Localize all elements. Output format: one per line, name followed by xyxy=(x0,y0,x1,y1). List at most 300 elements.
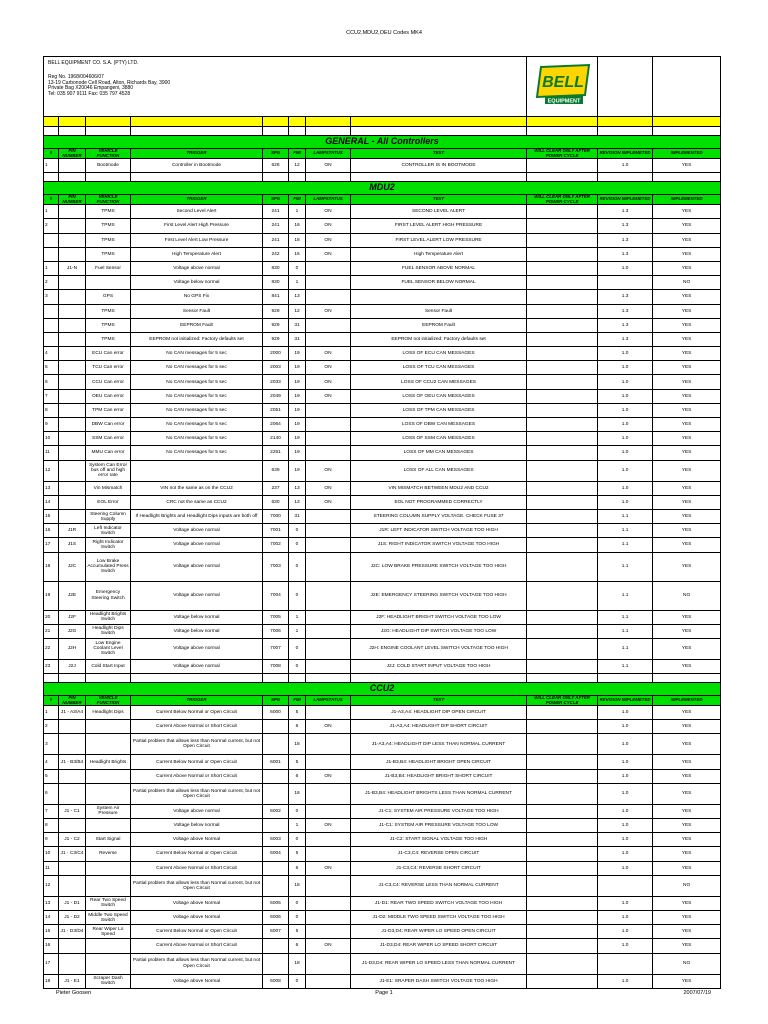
row-number-cell: 14 xyxy=(44,495,59,509)
fault-text-cell: J1-B3,B4: HEADLIGHT BRIGHTS LESS THAN NORMAL CURRENT xyxy=(351,783,527,804)
trigger-cell: Voltage above normal xyxy=(131,524,263,538)
vehicle-function-cell: Headlight Brights xyxy=(86,755,131,769)
implemented-cell: YES xyxy=(653,361,721,375)
lamp-status-cell: ON xyxy=(306,347,351,361)
lamp-status-cell xyxy=(306,538,351,552)
empty-cell xyxy=(598,674,653,683)
row-number-cell: 7 xyxy=(44,804,59,818)
implemented-cell: NO xyxy=(653,276,721,290)
revision-cell: 1.3 xyxy=(598,205,653,219)
vehicle-function-cell: Headlight Dips Switch xyxy=(86,624,131,638)
fmi-cell: 19 xyxy=(289,403,306,417)
fmi-cell: 6 xyxy=(289,769,306,783)
vehicle-function-cell: Low Engine Coolant Level Switch xyxy=(86,638,131,659)
trigger-cell: Voltage above normal xyxy=(131,581,263,610)
column-header-row xyxy=(44,149,721,159)
fmi-cell: 0 xyxy=(289,896,306,910)
pin-number-cell: J2F xyxy=(59,610,86,624)
lamp-status-cell xyxy=(306,875,351,896)
power-cycle-clear-cell xyxy=(527,910,598,924)
vehicle-function-cell: Bootmode xyxy=(86,159,131,173)
trigger-cell: Second Level Alert xyxy=(131,205,263,219)
spn-cell: 7003 xyxy=(263,552,289,581)
column-header-revision: REVISION IMPLEMETED xyxy=(598,195,653,205)
spn-cell: 830 xyxy=(263,276,289,290)
pin-number-cell xyxy=(59,233,86,247)
table-row xyxy=(44,896,721,910)
pin-number-cell xyxy=(59,403,86,417)
fmi-cell: 19 xyxy=(289,389,306,403)
logo-cell xyxy=(527,57,598,117)
power-cycle-clear-cell xyxy=(527,875,598,896)
fault-text-cell: SECOND LEVEL ALERT xyxy=(351,205,527,219)
lamp-status-cell xyxy=(306,432,351,446)
fmi-cell: 13 xyxy=(289,495,306,509)
pin-number-cell: J1 - A3/A4 xyxy=(59,706,86,720)
revision-cell: 1.0 xyxy=(598,833,653,847)
header-empty-cell xyxy=(598,57,653,117)
vehicle-function-cell xyxy=(86,276,131,290)
empty-cell xyxy=(289,173,306,182)
table-row xyxy=(44,290,721,304)
fmi-cell: 0 xyxy=(289,552,306,581)
table-row xyxy=(44,432,721,446)
empty-cell xyxy=(527,117,598,127)
lamp-status-cell: ON xyxy=(306,720,351,734)
fmi-cell: 18 xyxy=(289,953,306,974)
lamp-status-cell: ON xyxy=(306,939,351,953)
pin-number-cell: J1 - B3/B4 xyxy=(59,755,86,769)
empty-cell xyxy=(131,674,263,683)
power-cycle-clear-cell xyxy=(527,939,598,953)
spn-cell xyxy=(263,769,289,783)
power-cycle-clear-cell xyxy=(527,247,598,261)
revision-cell: 1.0 xyxy=(598,769,653,783)
lamp-status-cell: ON xyxy=(306,247,351,261)
row-number-cell xyxy=(44,247,59,261)
trigger-cell: Voltage above Normal xyxy=(131,833,263,847)
power-cycle-clear-cell xyxy=(527,261,598,275)
table-row xyxy=(44,205,721,219)
power-cycle-clear-cell xyxy=(527,804,598,818)
pin-number-cell: J2H xyxy=(59,638,86,659)
implemented-cell: YES xyxy=(653,624,721,638)
empty-cell xyxy=(86,117,131,127)
fault-text-cell: EOL NOT PROGRAMMED CORRECTLY xyxy=(351,495,527,509)
trigger-cell: Voltage above Normal xyxy=(131,910,263,924)
vehicle-function-cell xyxy=(86,783,131,804)
power-cycle-clear-cell xyxy=(527,290,598,304)
row-number-cell: 16 xyxy=(44,524,59,538)
implemented-cell: YES xyxy=(653,446,721,460)
header-empty-cell xyxy=(653,57,721,117)
spn-cell: 830 xyxy=(263,261,289,275)
spn-cell: 241 xyxy=(263,219,289,233)
lamp-status-cell: ON xyxy=(306,769,351,783)
vehicle-function-cell xyxy=(86,720,131,734)
fault-text-cell: CONTROLLER IS IN BOOTMODE xyxy=(351,159,527,173)
row-number-cell xyxy=(44,233,59,247)
revision-cell: 1.0 xyxy=(598,261,653,275)
implemented-cell: YES xyxy=(653,524,721,538)
trigger-cell: Partial problem that allows less than Normal current, but not Open Circuit xyxy=(131,875,263,896)
fmi-cell: 31 xyxy=(289,332,306,346)
empty-cell xyxy=(527,674,598,683)
fmi-cell: 5 xyxy=(289,755,306,769)
fmi-cell: 0 xyxy=(289,524,306,538)
row-number-cell: 16 xyxy=(44,939,59,953)
fmi-cell: 0 xyxy=(289,638,306,659)
power-cycle-clear-cell xyxy=(527,233,598,247)
column-header-spn: SPN xyxy=(263,696,289,706)
trigger-cell: Voltage above normal xyxy=(131,804,263,818)
trigger-cell: First Level Alert High Pressure xyxy=(131,219,263,233)
vehicle-function-cell: TPMS xyxy=(86,219,131,233)
section-title-row xyxy=(44,683,721,696)
implemented-cell: YES xyxy=(653,318,721,332)
fmi-cell: 19 xyxy=(289,347,306,361)
revision-cell: 1.0 xyxy=(598,389,653,403)
fault-text-cell: J1-D1: REAR TWO SPEED SWITCH VOLTAGE TOO HIGH xyxy=(351,896,527,910)
pin-number-cell xyxy=(59,446,86,460)
spn-cell: 2049 xyxy=(263,389,289,403)
power-cycle-clear-cell xyxy=(527,706,598,720)
implemented-cell: YES xyxy=(653,159,721,173)
fault-text-cell: J2E: EMERGENCY STEERING SWITCH VOLTAGE TOO HIGH xyxy=(351,581,527,610)
power-cycle-clear-cell xyxy=(527,375,598,389)
spn-cell: 241 xyxy=(263,233,289,247)
section-title: CCU2 xyxy=(44,683,721,696)
revision-cell: 1.0 xyxy=(598,847,653,861)
fault-text-cell: J1-C3,C4: REVERSE OPEN CIRCUIT xyxy=(351,847,527,861)
trigger-cell: Voltage above normal xyxy=(131,552,263,581)
pin-number-cell xyxy=(59,734,86,755)
vehicle-function-cell: GPS xyxy=(86,290,131,304)
empty-cell xyxy=(86,674,131,683)
empty-cell xyxy=(44,674,59,683)
revision-cell: 1.3 xyxy=(598,219,653,233)
power-cycle-clear-cell xyxy=(527,159,598,173)
power-cycle-clear-cell xyxy=(527,509,598,523)
fault-text-cell: J2J: COLD START INPUT VOLTAGE TOO HIGH xyxy=(351,659,527,673)
implemented-cell: YES xyxy=(653,939,721,953)
spn-cell: 242 xyxy=(263,247,289,261)
column-header-pin-number: PIN NUMBER xyxy=(59,195,86,205)
company-name: BELL EQUIPMENT CO. S.A. (PTY) LTD. xyxy=(48,60,139,66)
pin-number-cell xyxy=(59,432,86,446)
implemented-cell: YES xyxy=(653,638,721,659)
vehicle-function-cell: Steering Column Supply xyxy=(86,509,131,523)
fault-text-cell: J1R: LEFT INDICATOR SWITCH VOLTAGE TOO HIGH xyxy=(351,524,527,538)
row-number-cell: 10 xyxy=(44,847,59,861)
column-header-power-cycle-clear: WILL CLEAR ONLY AFTER POWER CYCLE xyxy=(527,195,598,205)
spn-cell xyxy=(263,734,289,755)
fmi-cell: 12 xyxy=(289,304,306,318)
pin-number-cell: J1R xyxy=(59,524,86,538)
row-number-cell xyxy=(44,318,59,332)
lamp-status-cell: ON xyxy=(306,233,351,247)
empty-cell xyxy=(44,127,59,136)
row-number-cell: 4 xyxy=(44,755,59,769)
power-cycle-clear-cell xyxy=(527,638,598,659)
power-cycle-clear-cell xyxy=(527,347,598,361)
pin-number-cell xyxy=(59,495,86,509)
vehicle-function-cell: Headlight Dips xyxy=(86,706,131,720)
row-number-cell: 2 xyxy=(44,219,59,233)
vehicle-function-cell xyxy=(86,734,131,755)
vehicle-function-cell: Rear Wiper Lo Speed xyxy=(86,925,131,939)
pin-number-cell xyxy=(59,509,86,523)
spn-cell: 841 xyxy=(263,290,289,304)
table-row xyxy=(44,418,721,432)
power-cycle-clear-cell xyxy=(527,418,598,432)
fault-text-cell: VIN MISMATCH BETWEEN MDU2 AND CCU2 xyxy=(351,481,527,495)
company-line: Private Bag X20046 Empangeni, 3880 xyxy=(48,85,134,92)
trigger-cell: Voltage below normal xyxy=(131,610,263,624)
spn-cell: 7007 xyxy=(263,638,289,659)
empty-cell xyxy=(351,127,527,136)
empty-cell xyxy=(263,173,289,182)
row-number-cell xyxy=(44,332,59,346)
lamp-status-cell xyxy=(306,509,351,523)
revision-cell: 1.3 xyxy=(598,247,653,261)
company-line: Reg No. 1968/004606/07 xyxy=(48,73,104,80)
vehicle-function-cell: Scraper Dash Switch xyxy=(86,974,131,988)
fmi-cell: 1 xyxy=(289,205,306,219)
lamp-status-cell: ON xyxy=(306,481,351,495)
power-cycle-clear-cell xyxy=(527,403,598,417)
spn-cell xyxy=(263,861,289,875)
table-row xyxy=(44,974,721,988)
pin-number-cell: J2E xyxy=(59,581,86,610)
pin-number-cell: J2G xyxy=(59,624,86,638)
fmi-cell: 0 xyxy=(289,261,306,275)
row-number-cell: 9 xyxy=(44,418,59,432)
table-row xyxy=(44,925,721,939)
row-number-cell: 15 xyxy=(44,925,59,939)
revision-cell: 1.1 xyxy=(598,610,653,624)
spn-cell: 6006 xyxy=(263,910,289,924)
spn-cell: 929 xyxy=(263,304,289,318)
implemented-cell: YES xyxy=(653,910,721,924)
trigger-cell: Partial problem that allows less than Normal current, but not Open Circuit xyxy=(131,783,263,804)
empty-cell xyxy=(86,127,131,136)
revision-cell: 1.0 xyxy=(598,974,653,988)
column-header-vehicle-function: VEHICLE FUNCTION xyxy=(86,149,131,159)
trigger-cell: No CAN messages for 5 sec xyxy=(131,432,263,446)
table-row xyxy=(44,847,721,861)
lamp-status-cell xyxy=(306,804,351,818)
revision-cell: 1.1 xyxy=(598,538,653,552)
trigger-cell: Voltage below normal xyxy=(131,819,263,833)
fault-text-cell: J1-A3,A4: HEADLIGHT DIP LESS THAN NORMAL CURRENT xyxy=(351,734,527,755)
table-row xyxy=(44,276,721,290)
trigger-cell: Current Below Normal or Open Circuit xyxy=(131,706,263,720)
table-row xyxy=(44,734,721,755)
power-cycle-clear-cell xyxy=(527,847,598,861)
implemented-cell: YES xyxy=(653,233,721,247)
lamp-status-cell: ON xyxy=(306,304,351,318)
fmi-cell: 0 xyxy=(289,659,306,673)
spn-cell: 7004 xyxy=(263,581,289,610)
fault-text-cell: J1-C1: SYSTEM AIR PRESSURE VOLTAGE TOO HIGH xyxy=(351,804,527,818)
empty-cell xyxy=(263,674,289,683)
empty-cell xyxy=(527,127,598,136)
trigger-cell: Voltage above Normal xyxy=(131,974,263,988)
revision-cell: 1.0 xyxy=(598,347,653,361)
spn-cell: 929 xyxy=(263,332,289,346)
table-row xyxy=(44,861,721,875)
spn-cell: 630 xyxy=(263,495,289,509)
pin-number-cell xyxy=(59,318,86,332)
spn-cell: 7002 xyxy=(263,538,289,552)
vehicle-function-cell: MMU Can error xyxy=(86,446,131,460)
pin-number-cell xyxy=(59,205,86,219)
column-header-trigger: TRIGGER xyxy=(131,149,263,159)
section-title: GENERAL - All Controllers xyxy=(44,136,721,149)
column-header-row xyxy=(44,696,721,706)
fault-text-cell: LOSS OF SSM CAN MESSAGES xyxy=(351,432,527,446)
fmi-cell: 1 xyxy=(289,610,306,624)
fault-text-cell: J1-C2: START SIGNAL VOLTAGE TOO HIGH xyxy=(351,833,527,847)
spn-cell: 6003 xyxy=(263,833,289,847)
vehicle-function-cell: System Air Pressure xyxy=(86,804,131,818)
table-row xyxy=(44,446,721,460)
bell-logo xyxy=(535,63,591,107)
spacer-row xyxy=(44,127,721,136)
row-number-cell: 2 xyxy=(44,720,59,734)
revision-cell xyxy=(598,875,653,896)
trigger-cell: If Headlight Brights and Headlight Dips inputs are both off xyxy=(131,509,263,523)
fault-text-cell: High Temperature Alert xyxy=(351,247,527,261)
spn-cell: 2140 xyxy=(263,432,289,446)
power-cycle-clear-cell xyxy=(527,432,598,446)
trigger-cell: VIN not the same as on the CCU2 xyxy=(131,481,263,495)
implemented-cell: YES xyxy=(653,769,721,783)
implemented-cell: YES xyxy=(653,538,721,552)
lamp-status-cell xyxy=(306,910,351,924)
pin-number-cell xyxy=(59,219,86,233)
vehicle-function-cell: Rear Two Speed Switch xyxy=(86,896,131,910)
empty-cell xyxy=(598,117,653,127)
row-number-cell: 22 xyxy=(44,638,59,659)
spn-cell: 929 xyxy=(263,318,289,332)
trigger-cell: No CAN messages for 5 sec xyxy=(131,375,263,389)
company-line: Tel: 035 907 9111 Fax: 035 797 4528 xyxy=(48,91,131,97)
fault-text-cell: J1-C1: SYSTEM AIR PRESSURE VOLTAGE TOO LOW xyxy=(351,819,527,833)
table-row xyxy=(44,524,721,538)
column-header-lamp-status: LAMPSTATUS xyxy=(306,195,351,205)
implemented-cell: YES xyxy=(653,375,721,389)
fault-text-cell: LOSS OF MM CAN MESSAGES xyxy=(351,446,527,460)
vehicle-function-cell: TPMS xyxy=(86,205,131,219)
row-number-cell: 1 xyxy=(44,706,59,720)
lamp-status-cell xyxy=(306,783,351,804)
lamp-status-cell xyxy=(306,734,351,755)
row-number-cell: 5 xyxy=(44,361,59,375)
fault-text-cell: J1-C3,C4: REVERSE SHORT CIRCUIT xyxy=(351,861,527,875)
spn-cell xyxy=(263,783,289,804)
lamp-status-cell xyxy=(306,833,351,847)
fmi-cell: 19 xyxy=(289,446,306,460)
table-row xyxy=(44,233,721,247)
fault-text-cell: LOSS OF ECU CAN MESSAGES xyxy=(351,347,527,361)
fmi-cell: 18 xyxy=(289,734,306,755)
column-header-implemented: IMPLEMENTED xyxy=(653,195,721,205)
column-header-lamp-status: LAMPSTATUS xyxy=(306,149,351,159)
trigger-cell: Current Above Normal or Short Circuit xyxy=(131,939,263,953)
pin-number-cell: J1 - C2 xyxy=(59,833,86,847)
revision-cell: 1.1 xyxy=(598,624,653,638)
logo-subtext: EQUIPMENT xyxy=(547,98,581,105)
fault-text-cell: J1-B3,B4: HEADLIGHT BRIGHT OPEN CIRCUIT xyxy=(351,755,527,769)
column-header-vehicle-function: VEHICLE FUNCTION xyxy=(86,195,131,205)
pin-number-cell xyxy=(59,481,86,495)
page-title: CCU2,MDU2,OEU Codes MK4 xyxy=(346,30,422,36)
power-cycle-clear-cell xyxy=(527,538,598,552)
lamp-status-cell xyxy=(306,290,351,304)
revision-cell: 1.3 xyxy=(598,304,653,318)
power-cycle-clear-cell xyxy=(527,610,598,624)
table-row xyxy=(44,495,721,509)
vehicle-function-cell: System Can Error bus off and high error rate xyxy=(86,460,131,481)
revision-cell: 1.0 xyxy=(598,375,653,389)
trigger-cell: No CAN messages for 5 sec xyxy=(131,446,263,460)
power-cycle-clear-cell xyxy=(527,552,598,581)
lamp-status-cell: ON xyxy=(306,819,351,833)
power-cycle-clear-cell xyxy=(527,624,598,638)
implemented-cell: YES xyxy=(653,720,721,734)
fault-text-cell: J1-E1: SRAPER DASH SWITCH VOLTAGE TOO HIGH xyxy=(351,974,527,988)
empty-cell xyxy=(598,127,653,136)
fmi-cell: 5 xyxy=(289,847,306,861)
pin-number-cell: J1 - C3/C4 xyxy=(59,847,86,861)
fault-text-cell: FUEL SENSOR ABOVE NORMAL xyxy=(351,261,527,275)
vehicle-function-cell: SSM Can error xyxy=(86,432,131,446)
power-cycle-clear-cell xyxy=(527,460,598,481)
implemented-cell: YES xyxy=(653,610,721,624)
power-cycle-clear-cell xyxy=(527,783,598,804)
trigger-cell: Voltage above Normal xyxy=(131,896,263,910)
column-header-fmi: FMI xyxy=(289,195,306,205)
column-header-power-cycle-clear: WILL CLEAR ONLY AFTER POWER CYCLE xyxy=(527,149,598,159)
revision-cell: 1.0 xyxy=(598,804,653,818)
trigger-cell: No CAN messages for 5 sec xyxy=(131,418,263,432)
implemented-cell: YES xyxy=(653,403,721,417)
lamp-status-cell: ON xyxy=(306,159,351,173)
pin-number-cell: J1-N xyxy=(59,261,86,275)
trigger-cell: Voltage above normal xyxy=(131,261,263,275)
table-row xyxy=(44,953,721,974)
spn-cell: 639 xyxy=(263,460,289,481)
fmi-cell: 0 xyxy=(289,833,306,847)
power-cycle-clear-cell xyxy=(527,495,598,509)
revision-cell: 1.3 xyxy=(598,332,653,346)
table-row xyxy=(44,659,721,673)
fmi-cell: 19 xyxy=(289,375,306,389)
vehicle-function-cell: Left Indicator Switch xyxy=(86,524,131,538)
table-row xyxy=(44,538,721,552)
implemented-cell: NO xyxy=(653,875,721,896)
column-header-fmi: FMI xyxy=(289,696,306,706)
fault-text-cell: LOSS OF CCU2 CAN MESSAGES xyxy=(351,375,527,389)
empty-cell xyxy=(289,127,306,136)
power-cycle-clear-cell xyxy=(527,720,598,734)
implemented-cell: YES xyxy=(653,804,721,818)
lamp-status-cell xyxy=(306,953,351,974)
row-number-cell: 8 xyxy=(44,403,59,417)
trigger-cell: Partial problem that allows less than Normal current, but not Open Circuit xyxy=(131,953,263,974)
